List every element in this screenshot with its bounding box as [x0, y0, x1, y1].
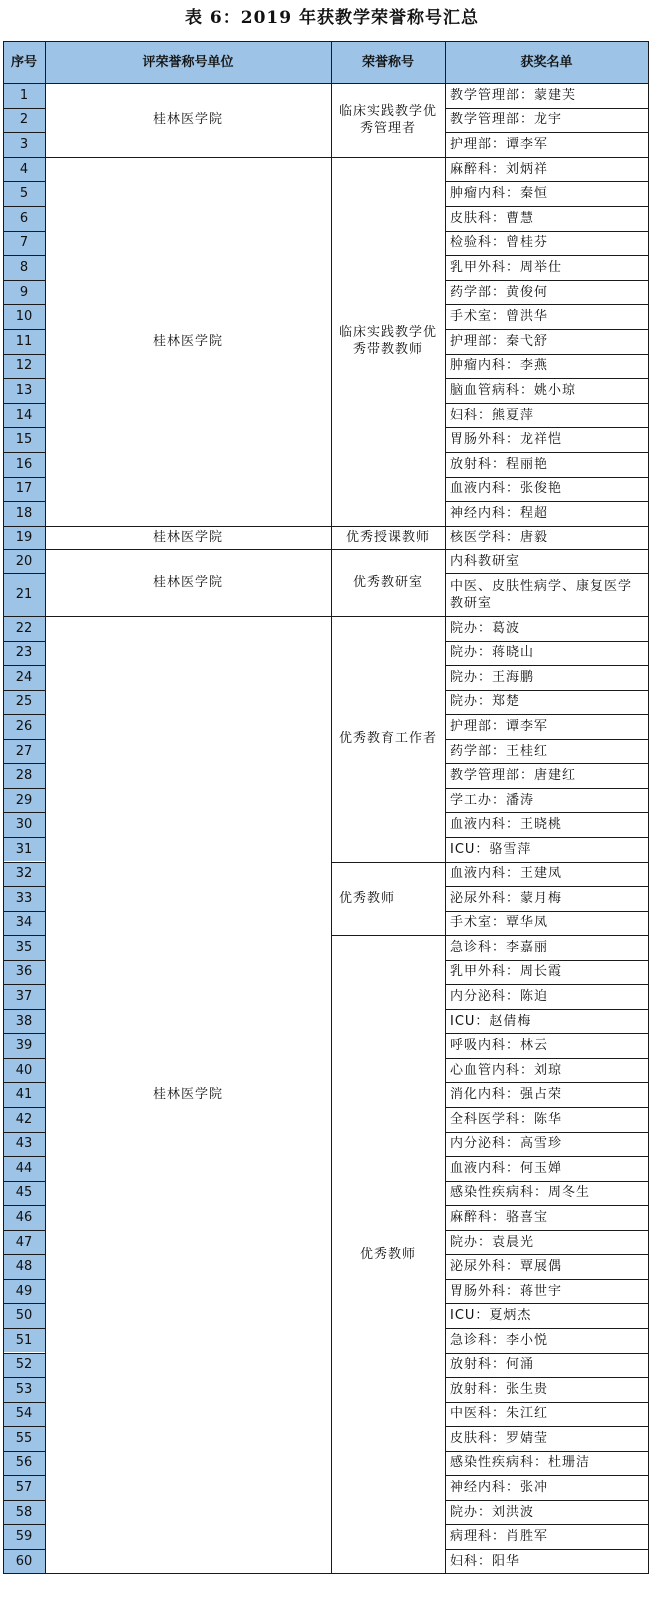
grid-line — [3, 41, 4, 1574]
grid-line — [3, 763, 45, 764]
grid-line — [445, 427, 648, 428]
awardee-name: 乳甲外科：周举仕 — [450, 259, 563, 275]
row-seq: 58 — [3, 1500, 45, 1525]
row-seq: 9 — [3, 280, 45, 305]
grid-line — [3, 1524, 45, 1525]
grid-line — [445, 1377, 648, 1378]
grid-line — [445, 108, 648, 109]
grid-line — [445, 501, 648, 502]
grid-line — [3, 739, 45, 740]
awardee-name: 皮肤科：罗婧莹 — [450, 1430, 549, 1446]
grid-line — [3, 960, 45, 961]
grid-line — [445, 477, 648, 478]
grid-line — [3, 1279, 45, 1280]
awardee-name: 血液内科：何玉婵 — [450, 1160, 563, 1176]
awardee-name: 血液内科：王建凤 — [450, 866, 563, 882]
grid-line — [3, 911, 45, 912]
awardee-name: 检验科：曾桂芬 — [450, 235, 549, 251]
awardee-name: 教学管理部：唐建红 — [450, 768, 577, 784]
row-seq: 27 — [3, 739, 45, 764]
grid-line — [445, 935, 648, 936]
grid-line — [3, 665, 45, 666]
grid-line — [45, 549, 331, 550]
row-seq: 34 — [3, 911, 45, 936]
header-seq: 序号 — [3, 41, 45, 83]
grid-line — [3, 206, 45, 207]
awardee-name: 麻醉科：刘炳祥 — [450, 161, 549, 177]
grid-line — [445, 1500, 648, 1501]
grid-line — [3, 1058, 45, 1059]
awardee-name: 感染性疾病科：周冬生 — [450, 1185, 591, 1201]
grid-line — [3, 788, 45, 789]
row-seq: 15 — [3, 427, 45, 452]
awardee-name: 手术室：覃华凤 — [450, 915, 549, 931]
awardee-name: 护理部：谭李军 — [450, 136, 549, 152]
grid-line — [3, 1033, 45, 1034]
grid-line — [445, 862, 648, 863]
grid-line — [445, 1107, 648, 1108]
header-unit: 评荣誉称号单位 — [45, 41, 331, 83]
grid-line — [445, 812, 648, 813]
grid-line — [3, 984, 45, 985]
awardee-name: 内分泌科：陈迫 — [450, 989, 549, 1005]
row-seq: 48 — [3, 1254, 45, 1279]
grid-line — [445, 1279, 648, 1280]
row-seq: 47 — [3, 1230, 45, 1255]
row-seq: 28 — [3, 763, 45, 788]
grid-line — [3, 886, 45, 887]
awardee-name: 急诊科：李小悦 — [450, 1332, 549, 1348]
awardee-name: 全科医学科：陈华 — [450, 1111, 563, 1127]
row-seq: 38 — [3, 1009, 45, 1034]
row-seq: 25 — [3, 690, 45, 715]
group-honor: 临床实践教学优秀管理者 — [339, 103, 438, 136]
grid-line — [3, 1500, 45, 1501]
row-seq: 13 — [3, 378, 45, 403]
row-seq: 2 — [3, 108, 45, 133]
grid-line — [3, 255, 45, 256]
grid-line — [3, 1353, 45, 1354]
grid-line — [3, 1156, 45, 1157]
awardee-name: 教学管理部：龙宇 — [450, 112, 563, 128]
grid-line — [445, 181, 648, 182]
row-seq: 19 — [3, 526, 45, 549]
awardee-name: 消化内科：强占荣 — [450, 1087, 563, 1103]
grid-line — [445, 526, 648, 527]
awardee-name: 院办：袁晨光 — [450, 1234, 535, 1250]
awardee-name: ICU：赵倩梅 — [450, 1013, 532, 1029]
awardee-name: 呼吸内科：林云 — [450, 1038, 549, 1054]
group-unit: 桂林医学院 — [152, 112, 223, 128]
row-seq: 16 — [3, 452, 45, 477]
grid-line — [445, 354, 648, 355]
awardee-name: 血液内科：张俊艳 — [450, 481, 563, 497]
grid-line — [45, 41, 46, 1574]
grid-line — [45, 157, 331, 158]
grid-line — [648, 41, 649, 1574]
awardee-name: 妇科：阳华 — [450, 1553, 521, 1569]
header-honor: 荣誉称号 — [331, 41, 445, 83]
grid-line — [3, 526, 45, 527]
grid-line — [445, 714, 648, 715]
grid-line — [3, 1426, 45, 1427]
row-seq: 39 — [3, 1033, 45, 1058]
grid-line — [3, 427, 45, 428]
grid-line — [445, 280, 648, 281]
row-seq: 32 — [3, 862, 45, 887]
grid-line — [45, 616, 331, 617]
row-seq: 7 — [3, 231, 45, 256]
row-seq: 43 — [3, 1132, 45, 1157]
grid-line — [331, 549, 445, 550]
grid-line — [445, 886, 648, 887]
row-seq: 14 — [3, 403, 45, 428]
group-unit: 桂林医学院 — [152, 575, 223, 590]
group-unit: 桂林医学院 — [152, 529, 223, 545]
row-seq: 54 — [3, 1402, 45, 1427]
grid-line — [3, 181, 45, 182]
group-honor: 优秀教育工作者 — [339, 731, 438, 747]
row-seq: 10 — [3, 304, 45, 329]
grid-line — [3, 452, 45, 453]
grid-line — [445, 1402, 648, 1403]
grid-line — [3, 108, 45, 109]
grid-line — [445, 641, 648, 642]
grid-line — [331, 616, 445, 617]
grid-line — [445, 1524, 648, 1525]
grid-line — [3, 1009, 45, 1010]
row-seq: 52 — [3, 1353, 45, 1378]
grid-line — [45, 526, 331, 527]
awardee-name: 神经内科：程超 — [450, 505, 549, 521]
row-seq: 50 — [3, 1303, 45, 1328]
grid-line — [445, 788, 648, 789]
awardee-name: ICU：夏炳杰 — [450, 1308, 532, 1324]
row-seq: 17 — [3, 477, 45, 502]
awardee-name: 妇科：熊夏萍 — [450, 407, 535, 423]
grid-line — [445, 1058, 648, 1059]
awardee-name: 药学部：黄俊何 — [450, 284, 549, 300]
grid-line — [3, 1181, 45, 1182]
awardee-name: 胃肠外科：龙祥恺 — [450, 432, 563, 448]
row-seq: 24 — [3, 665, 45, 690]
grid-line — [3, 1230, 45, 1231]
grid-line — [445, 616, 648, 617]
grid-line — [445, 255, 648, 256]
grid-line — [3, 641, 45, 642]
grid-line — [445, 1230, 648, 1231]
awardee-name: 核医学科：唐毅 — [450, 529, 549, 545]
grid-line — [3, 1549, 45, 1550]
awardee-name: 心血管内科：刘琼 — [450, 1062, 563, 1078]
grid-line — [445, 1303, 648, 1304]
grid-line — [445, 1205, 648, 1206]
awardee-name: 手术室：曾洪华 — [450, 309, 549, 325]
grid-line — [3, 1205, 45, 1206]
row-seq: 51 — [3, 1328, 45, 1353]
grid-line — [3, 573, 45, 574]
grid-line — [331, 862, 445, 863]
group-honor: 优秀教师 — [359, 1246, 416, 1262]
grid-line — [3, 157, 45, 158]
grid-line — [445, 132, 648, 133]
grid-line — [445, 304, 648, 305]
grid-line — [3, 812, 45, 813]
awardee-name: 肿瘤内科：秦恒 — [450, 186, 549, 202]
row-seq: 59 — [3, 1524, 45, 1549]
row-seq: 3 — [3, 132, 45, 157]
awardee-name: 院办：葛波 — [450, 620, 521, 636]
awardee-name: 药学部：王桂红 — [450, 743, 549, 759]
group-honor: 优秀教研室 — [352, 575, 423, 590]
grid-line — [3, 304, 45, 305]
row-seq: 20 — [3, 549, 45, 573]
grid-line — [3, 1573, 648, 1574]
row-seq: 44 — [3, 1156, 45, 1181]
row-seq: 60 — [3, 1549, 45, 1574]
awardee-name: 急诊科：李嘉丽 — [450, 939, 549, 955]
grid-line — [3, 862, 45, 863]
grid-line — [445, 1549, 648, 1550]
awardee-name: 学工办：潘涛 — [450, 792, 535, 808]
awardee-name: 麻醉科：骆喜宝 — [450, 1209, 549, 1225]
grid-line — [445, 1181, 648, 1182]
grid-line — [3, 1328, 45, 1329]
grid-line — [445, 206, 648, 207]
awardee-name: 放射科：何涌 — [450, 1357, 535, 1373]
grid-line — [3, 1132, 45, 1133]
awardee-name: 放射科：程丽艳 — [450, 456, 549, 472]
grid-line — [445, 378, 648, 379]
awardee-name: 感染性疾病科：杜珊洁 — [450, 1455, 591, 1471]
grid-line — [445, 1009, 648, 1010]
grid-line — [445, 1033, 648, 1034]
awardee-name: 院办：王海鹏 — [450, 669, 535, 685]
awardee-name: 肿瘤内科：李燕 — [450, 358, 549, 374]
header-list: 获奖名单 — [445, 41, 648, 83]
awardee-name: 护理部：秦弋舒 — [450, 333, 549, 349]
grid-line — [3, 280, 45, 281]
grid-line — [445, 1426, 648, 1427]
awardee-name: 胃肠外科：蒋世宇 — [450, 1283, 563, 1299]
grid-line — [3, 1475, 45, 1476]
row-seq: 46 — [3, 1205, 45, 1230]
row-seq: 35 — [3, 935, 45, 960]
grid-line — [3, 1082, 45, 1083]
grid-line — [445, 1082, 648, 1083]
grid-line — [3, 714, 45, 715]
grid-line — [331, 526, 445, 527]
grid-line — [445, 157, 648, 158]
grid-line — [445, 1328, 648, 1329]
grid-line — [445, 984, 648, 985]
row-seq: 57 — [3, 1475, 45, 1500]
grid-line — [3, 1303, 45, 1304]
awardee-name: ICU：骆雪萍 — [450, 841, 532, 857]
grid-line — [3, 549, 45, 550]
row-seq: 40 — [3, 1058, 45, 1083]
grid-line — [3, 501, 45, 502]
grid-line — [3, 1254, 45, 1255]
row-seq: 5 — [3, 181, 45, 206]
grid-line — [445, 665, 648, 666]
row-seq: 56 — [3, 1451, 45, 1476]
awardee-name: 中医、皮肤性病学、康复医学教研室 — [450, 578, 633, 611]
awardee-name: 泌尿外科：覃展偶 — [450, 1259, 563, 1275]
grid-line — [3, 837, 45, 838]
awardee-name: 院办：刘洪波 — [450, 1504, 535, 1520]
grid-line — [445, 1132, 648, 1133]
grid-line — [445, 231, 648, 232]
grid-line — [3, 354, 45, 355]
grid-line — [3, 41, 648, 42]
row-seq: 26 — [3, 714, 45, 739]
row-seq: 45 — [3, 1181, 45, 1206]
row-seq: 42 — [3, 1107, 45, 1132]
grid-line — [445, 763, 648, 764]
grid-line — [3, 378, 45, 379]
row-seq: 12 — [3, 354, 45, 379]
grid-line — [3, 690, 45, 691]
grid-line — [445, 960, 648, 961]
grid-line — [445, 1451, 648, 1452]
grid-line — [3, 477, 45, 478]
row-seq: 4 — [3, 157, 45, 182]
row-seq: 18 — [3, 501, 45, 526]
grid-line — [3, 1451, 45, 1452]
awardee-name: 内科教研室 — [450, 553, 521, 569]
awardee-name: 护理部：谭李军 — [450, 718, 549, 734]
grid-line — [445, 690, 648, 691]
awardee-name: 教学管理部：蒙建芙 — [450, 87, 577, 103]
table-title: 表 6：2019 年获教学荣誉称号汇总 — [185, 8, 479, 28]
group-honor: 临床实践教学优秀带教教师 — [339, 325, 438, 358]
grid-line — [3, 403, 45, 404]
row-seq: 31 — [3, 837, 45, 862]
row-seq: 36 — [3, 960, 45, 985]
grid-line — [3, 329, 45, 330]
grid-line — [331, 935, 445, 936]
grid-line — [445, 739, 648, 740]
row-seq: 33 — [3, 886, 45, 911]
group-honor: 优秀授课教师 — [345, 529, 430, 545]
grid-line — [445, 911, 648, 912]
grid-line — [445, 41, 446, 1574]
row-seq: 30 — [3, 812, 45, 837]
grid-line — [445, 403, 648, 404]
row-seq: 22 — [3, 616, 45, 641]
grid-line — [445, 452, 648, 453]
awardee-name: 神经内科：张冲 — [450, 1480, 549, 1496]
awardee-name: 病理科：肖胜军 — [450, 1529, 549, 1545]
grid-line — [331, 41, 332, 1574]
row-seq: 23 — [3, 641, 45, 666]
grid-line — [445, 1254, 648, 1255]
grid-line — [3, 231, 45, 232]
awardee-name: 脑血管病科：姚小琼 — [450, 382, 577, 398]
row-seq: 49 — [3, 1279, 45, 1304]
row-seq: 21 — [3, 573, 45, 616]
row-seq: 53 — [3, 1377, 45, 1402]
awardee-name: 泌尿外科：蒙月梅 — [450, 890, 563, 906]
awardee-name: 皮肤科：曹慧 — [450, 210, 535, 226]
grid-line — [445, 329, 648, 330]
grid-line — [445, 837, 648, 838]
grid-line — [3, 1402, 45, 1403]
grid-line — [3, 935, 45, 936]
row-seq: 11 — [3, 329, 45, 354]
awardee-name: 放射科：张生贵 — [450, 1381, 549, 1397]
row-seq: 37 — [3, 984, 45, 1009]
grid-line — [445, 549, 648, 550]
row-seq: 41 — [3, 1082, 45, 1107]
grid-line — [331, 157, 445, 158]
group-unit: 桂林医学院 — [152, 1087, 223, 1103]
grid-line — [445, 1156, 648, 1157]
group-unit: 桂林医学院 — [152, 333, 223, 349]
awardee-name: 血液内科：王晓桃 — [450, 817, 563, 833]
row-seq: 55 — [3, 1426, 45, 1451]
grid-line — [3, 1377, 45, 1378]
awardee-name: 中医科：朱江红 — [450, 1406, 549, 1422]
grid-line — [3, 132, 45, 133]
group-honor: 优秀教师 — [339, 890, 396, 906]
row-seq: 29 — [3, 788, 45, 813]
row-seq: 8 — [3, 255, 45, 280]
row-seq: 6 — [3, 206, 45, 231]
awardee-name: 院办：蒋晓山 — [450, 645, 535, 661]
grid-line — [3, 1107, 45, 1108]
grid-line — [445, 1475, 648, 1476]
grid-line — [445, 573, 648, 574]
grid-line — [3, 616, 45, 617]
grid-line — [445, 1353, 648, 1354]
awardee-name: 乳甲外科：周长霞 — [450, 964, 563, 980]
awardee-name: 院办：郑楚 — [450, 694, 521, 710]
grid-line — [3, 83, 648, 84]
row-seq: 1 — [3, 83, 45, 108]
awardee-name: 内分泌科：高雪珍 — [450, 1136, 563, 1152]
